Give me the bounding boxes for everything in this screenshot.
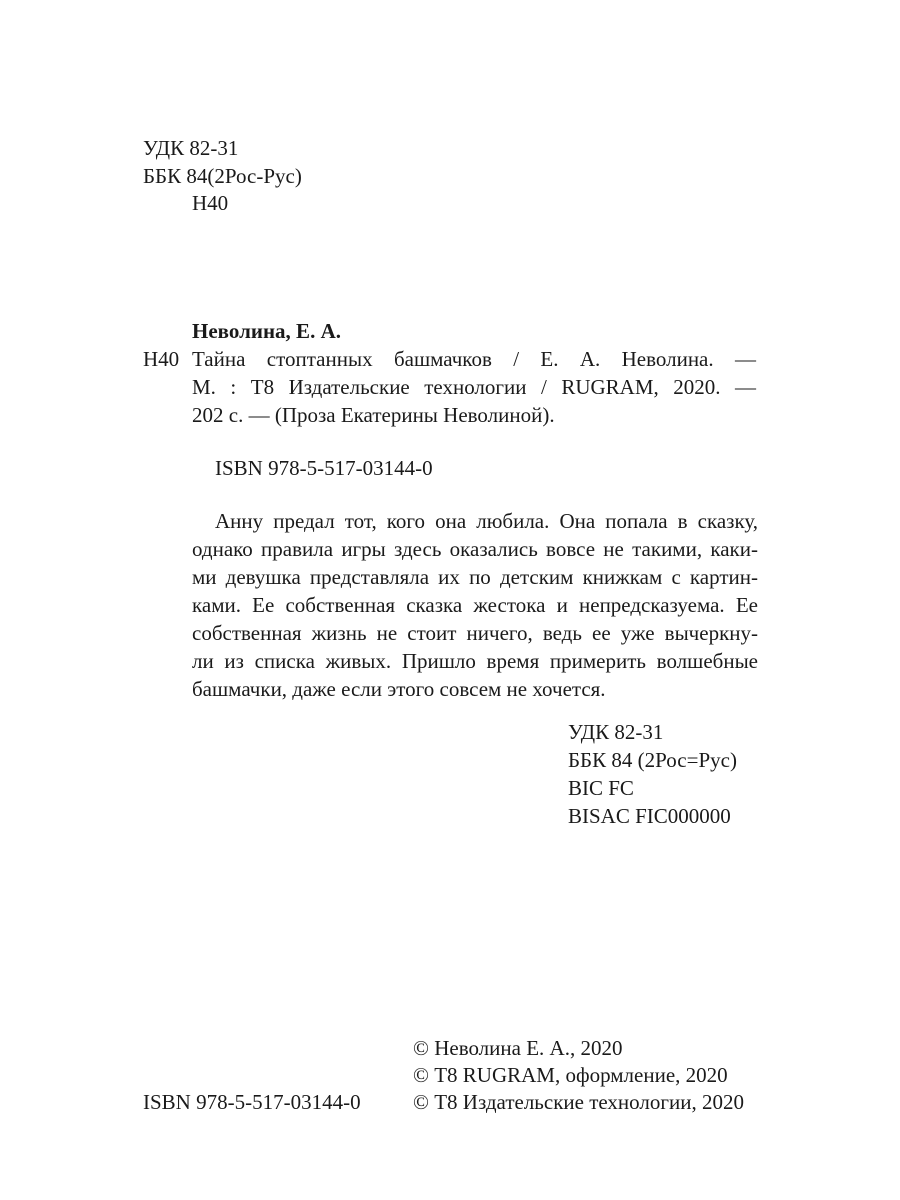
- annotation: [192, 507, 758, 703]
- isbn-main: ISBN 978-5-517-03144-0: [215, 456, 433, 480]
- classification-bbk: ББК 84 (2Рос=Рус): [568, 748, 737, 772]
- record-line: 202 с. — (Проза Екатерины Неволиной).: [192, 403, 555, 427]
- annotation-line: ми девушка представляла их по детским книжкам с картин-: [192, 565, 758, 589]
- record-line: Тайна стоптанных башмачков / Е. А. Неволина. —: [192, 347, 756, 371]
- top-author-sign: Н40: [192, 191, 229, 215]
- classification-bisac: BISAC FIC000000: [568, 804, 731, 828]
- record-line: М. : Т8 Издательские технологии / RUGRAM, 2020. —: [192, 375, 756, 399]
- annotation-line: однако правила игры здесь оказались вовсе не такими, каки-: [192, 537, 758, 561]
- top-bbk-code: ББК 84(2Рос-Рус): [143, 164, 302, 188]
- annotation-line: Анну предал тот, кого она любила. Она попала в сказку,: [215, 509, 758, 533]
- annotation-line: башмачки, даже если этого совсем не хочется.: [192, 677, 606, 701]
- annotation-line: ками. Ее собственная сказка жестока и непредсказуема. Ее: [192, 593, 758, 617]
- top-udk-code: УДК 82-31: [143, 136, 239, 160]
- classification-udk: УДК 82-31: [568, 720, 664, 744]
- annotation-line: ли из списка живых. Пришло время примерить волшебные: [192, 649, 758, 673]
- annotation-line: собственная жизнь не стоит ничего, ведь ее уже вычеркну-: [192, 621, 758, 645]
- record-author-sign: Н40: [143, 347, 180, 371]
- classification-bic: BIC FC: [568, 776, 634, 800]
- copyright-line: © Неволина Е. А., 2020: [413, 1036, 623, 1060]
- copyright-block: [413, 1034, 744, 1115]
- copyright-line: © Т8 RUGRAM, оформление, 2020: [413, 1063, 728, 1087]
- copyright-line: © Т8 Издательские технологии, 2020: [413, 1090, 744, 1114]
- author-heading: Неволина, Е. А.: [192, 319, 341, 343]
- isbn-bottom: ISBN 978-5-517-03144-0: [143, 1090, 361, 1114]
- classification-block: [568, 718, 737, 830]
